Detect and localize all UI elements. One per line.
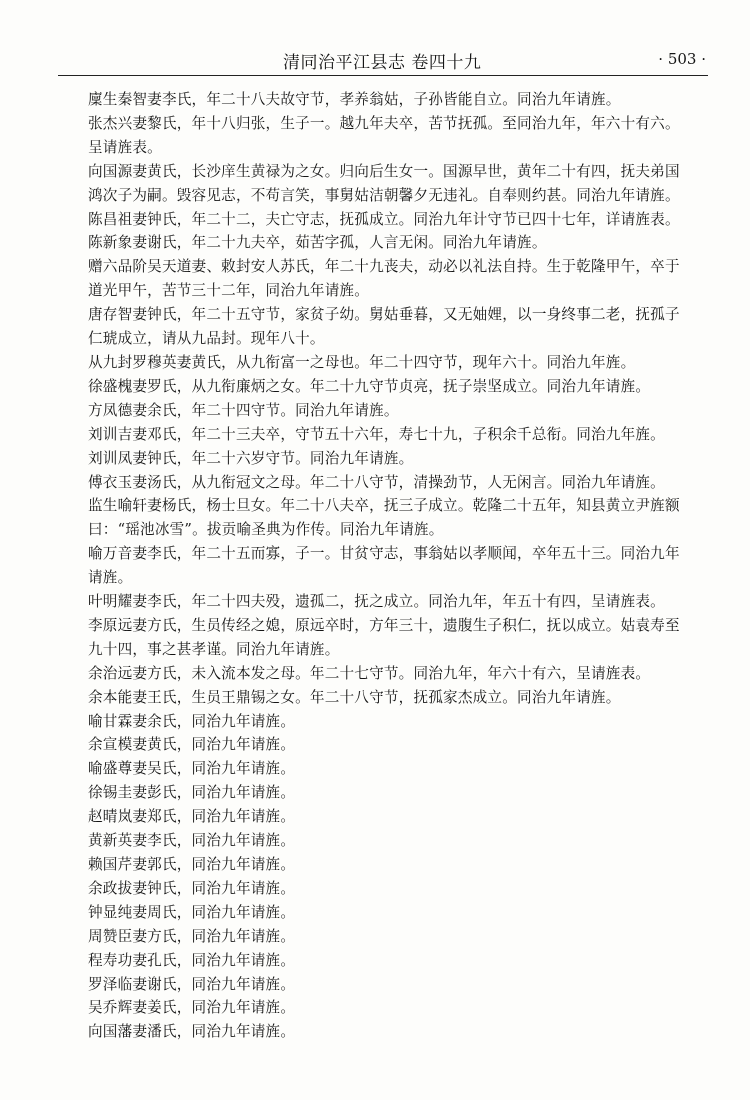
page-body [88,88,692,1044]
entry: 吴乔辉妻姜氏，同治九年请旌。 [88,999,296,1017]
header-rule [58,75,708,76]
entry: 余政拔妻钟氏，同治九年请旌。 [88,879,296,897]
entry: 傅衣玉妻汤氏，从九衔冠文之母。年二十八守节，清操劲节，人无闲言。同治九年请旌。 [88,473,665,491]
entry: 赖国芹妻郭氏，同治九年请旌。 [88,856,296,873]
entry: 赠六品阶吴天道妻、敕封安人苏氏，年二十九丧夫，动必以礼法自持。生于乾隆甲午，卒于道光甲午，苦节三十二年，同治九年请旌。 [88,258,680,300]
entry: 喻盛尊妻吴氏，同治九年请旌。 [88,760,296,778]
entry: 李原远妻方氏，生员传经之媳，原远卒时，方年三十，遗腹生子积仁，抚以成立。姑袁寿至九十四，事之甚孝谨。同治九年请旌。 [88,616,680,658]
entry: 余宣模妻黄氏，同治九年请旌。 [88,736,296,754]
entry: 赵晴岚妻郑氏，同治九年请旌。 [88,808,296,826]
entry: 从九封罗穆英妻黄氏，从九衔富一之母也。年二十四守节，现年六十。同治九年旌。 [88,353,636,371]
entry: 廩生秦智妻李氏，年二十八夫故守节，孝养翁姑，子孙皆能自立。同治九年请旌。 [88,91,621,108]
entry: 余治远妻方氏，未入流本发之母。年二十七守节。同治九年，年六十有六，呈请旌表。 [88,664,651,682]
entry: 向国藩妻潘氏，同治九年请旌。 [88,1023,296,1041]
entry: 徐盛槐妻罗氏，从九衔廉炳之女。年二十九守节贞亮，抚子崇坚成立。同治九年请旌。 [88,377,651,395]
entry: 张杰兴妻黎氏，年十八归张，生子一。越九年夫卒，苦节抚孤。至同治九年，年六十有六。呈请旌表。 [88,114,680,156]
entry: 罗泽临妻谢氏，同治九年请旌。 [88,975,296,993]
entry: 徐锡圭妻彭氏，同治九年请旌。 [88,784,296,802]
entry: 向国源妻黄氏，长沙庠生黄禄为之女。归向后生女一。国源早世，黄年二十有四，抚夫弟国鸿次子为嗣。毁容见志，不苟言笑，事舅姑洁朝馨夕无违礼。自奉则约甚。同治九年请旌。 [88,162,680,204]
entry: 唐存智妻钟氏，年二十五守节，家贫子幼。舅姑垂暮，又无妯娌，以一身终事二老，抚孤子仁琥成立，请从九品封。现年八十。 [88,306,680,348]
entry: 方凤德妻余氏，年二十四守节。同治九年请旌。 [88,401,399,419]
entry: 监生喻轩妻杨氏，杨士旦女。年二十八夫卒，抚三子成立。乾隆二十五年，知县黄立尹旌额曰：“瑶池冰雪”。拔贡喻圣典为作传。同治九年请旌。 [88,497,680,539]
entry: 叶明耀妻李氏，年二十四夫殁，遗孤二，抚之成立。同治九年，年五十有四，呈请旌表。 [88,593,665,611]
page-header [58,46,708,76]
entry: 钟显纯妻周氏，同治九年请旌。 [88,903,296,921]
entry: 周赞臣妻方氏，同治九年请旌。 [88,927,296,945]
running-title: 清同治平江县志 卷四十九 [283,53,482,73]
entry: 刘训凤妻钟氏，年二十六岁守节。同治九年请旌。 [88,449,414,467]
entry: 喻万音妻李氏，年二十五而寡，子一。甘贫守志，事翁姑以孝顺闻，卒年五十三。同治九年请旌。 [88,545,680,587]
entry: 陈昌祖妻钟氏，年二十二，夫亡守志，抚孤成立。同治九年计守节已四十七年，详请旌表。 [88,210,680,228]
entry: 余本能妻王氏，生员王鼎锡之女。年二十八守节，抚孤家杰成立。同治九年请旌。 [88,688,621,706]
entry: 喻甘霖妻余氏，同治九年请旌。 [88,712,296,730]
entry: 陈新象妻谢氏，年二十九夫卒，茹苦字孤，人言无闲。同治九年请旌。 [88,234,547,252]
entry: 黄新英妻李氏，同治九年请旌。 [88,832,296,850]
entry: 刘训吉妻邓氏，年二十三夫卒，守节五十六年，寿七十九，子积余千总衔。同治九年旌。 [88,425,665,443]
page-number: · 503 · [658,50,706,68]
entry: 程寿功妻孔氏，同治九年请旌。 [88,951,296,969]
